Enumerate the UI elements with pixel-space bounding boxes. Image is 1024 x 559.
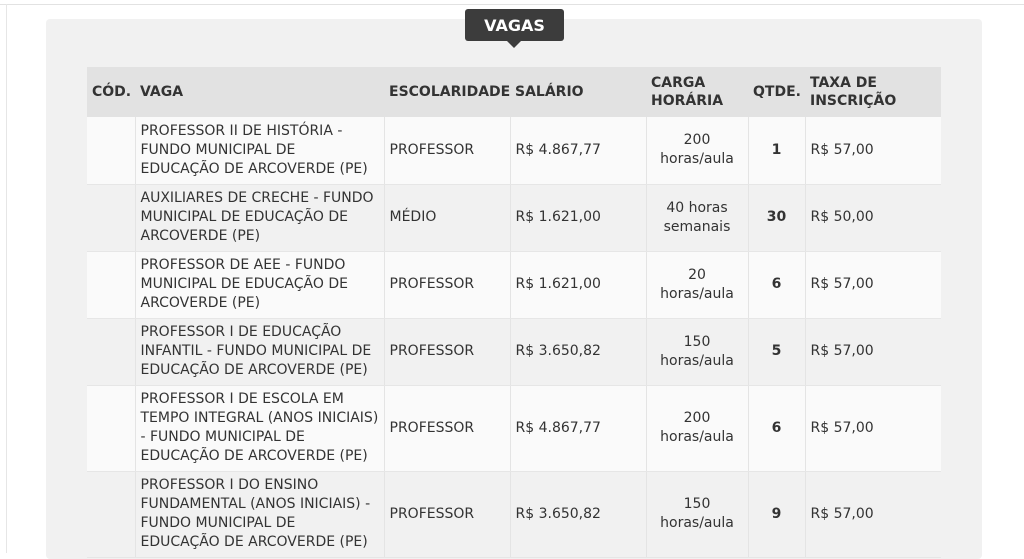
cell-carga-horaria: 150 horas/aula — [646, 318, 748, 385]
cell-qtde: 6 — [748, 385, 805, 471]
cell-cod — [87, 318, 135, 385]
cell-escolaridade: PROFESSOR — [384, 318, 510, 385]
cell-taxa-inscricao: R$ 57,00 — [805, 385, 941, 471]
cell-carga-horaria: 200 horas/aula — [646, 117, 748, 184]
left-divider — [6, 4, 7, 553]
cell-qtde: 5 — [748, 318, 805, 385]
top-divider — [0, 4, 1024, 5]
table-row — [87, 251, 941, 318]
cell-taxa-inscricao: R$ 57,00 — [805, 117, 941, 184]
table-header-row — [87, 67, 941, 117]
cell-cod — [87, 184, 135, 251]
cell-taxa-inscricao: R$ 50,00 — [805, 184, 941, 251]
col-header-salario: SALÁRIO — [510, 67, 646, 117]
cell-carga-horaria: 150 horas/aula — [646, 471, 748, 557]
cell-cod — [87, 471, 135, 557]
cell-cod — [87, 385, 135, 471]
cell-qtde: 30 — [748, 184, 805, 251]
table-row — [87, 385, 941, 471]
cell-taxa-inscricao: R$ 57,00 — [805, 251, 941, 318]
cell-salario: R$ 3.650,82 — [510, 318, 646, 385]
cell-qtde: 1 — [748, 117, 805, 184]
cell-cod — [87, 251, 135, 318]
cell-escolaridade: PROFESSOR — [384, 251, 510, 318]
cell-vaga: PROFESSOR I DE EDUCAÇÃO INFANTIL - FUNDO MUNICIPAL DE EDUCAÇÃO DE ARCOVERDE (PE) — [135, 318, 384, 385]
cell-escolaridade: PROFESSOR — [384, 385, 510, 471]
cell-salario: R$ 4.867,77 — [510, 117, 646, 184]
table-row — [87, 117, 941, 184]
cell-carga-horaria: 20 horas/aula — [646, 251, 748, 318]
cell-carga-horaria: 200 horas/aula — [646, 385, 748, 471]
cell-taxa-inscricao: R$ 57,00 — [805, 471, 941, 557]
cell-taxa-inscricao: R$ 57,00 — [805, 318, 941, 385]
col-header-carga-horaria: CARGA HORÁRIA — [646, 67, 748, 117]
cell-vaga: PROFESSOR DE AEE - FUNDO MUNICIPAL DE EDUCAÇÃO DE ARCOVERDE (PE) — [135, 251, 384, 318]
cell-vaga: PROFESSOR I DO ENSINO FUNDAMENTAL (ANOS INICIAIS) - FUNDO MUNICIPAL DE EDUCAÇÃO DE ARCOVERDE (PE) — [135, 471, 384, 557]
cell-escolaridade: PROFESSOR — [384, 471, 510, 557]
table-row — [87, 318, 941, 385]
table-row — [87, 471, 941, 557]
cell-salario: R$ 4.867,77 — [510, 385, 646, 471]
section-badge-arrow — [507, 41, 521, 48]
table-row — [87, 184, 941, 251]
section-badge: VAGAS — [465, 9, 564, 41]
cell-salario: R$ 3.650,82 — [510, 471, 646, 557]
cell-qtde: 9 — [748, 471, 805, 557]
col-header-qtde: QTDE. — [748, 67, 805, 117]
cell-vaga: PROFESSOR II DE HISTÓRIA - FUNDO MUNICIPAL DE EDUCAÇÃO DE ARCOVERDE (PE) — [135, 117, 384, 184]
col-header-escolaridade: ESCOLARIDADE — [384, 67, 510, 117]
cell-escolaridade: MÉDIO — [384, 184, 510, 251]
vagas-table — [87, 67, 941, 558]
col-header-taxa-inscricao: TAXA DE INSCRIÇÃO — [805, 67, 941, 117]
cell-salario: R$ 1.621,00 — [510, 184, 646, 251]
cell-escolaridade: PROFESSOR — [384, 117, 510, 184]
cell-salario: R$ 1.621,00 — [510, 251, 646, 318]
cell-cod — [87, 117, 135, 184]
col-header-cod: CÓD. — [87, 67, 135, 117]
cell-qtde: 6 — [748, 251, 805, 318]
col-header-vaga: VAGA — [135, 67, 384, 117]
cell-carga-horaria: 40 horas semanais — [646, 184, 748, 251]
cell-vaga: AUXILIARES DE CRECHE - FUNDO MUNICIPAL DE EDUCAÇÃO DE ARCOVERDE (PE) — [135, 184, 384, 251]
cell-vaga: PROFESSOR I DE ESCOLA EM TEMPO INTEGRAL (ANOS INICIAIS) - FUNDO MUNICIPAL DE EDUCAÇÃO DE ARCOVERDE (PE) — [135, 385, 384, 471]
